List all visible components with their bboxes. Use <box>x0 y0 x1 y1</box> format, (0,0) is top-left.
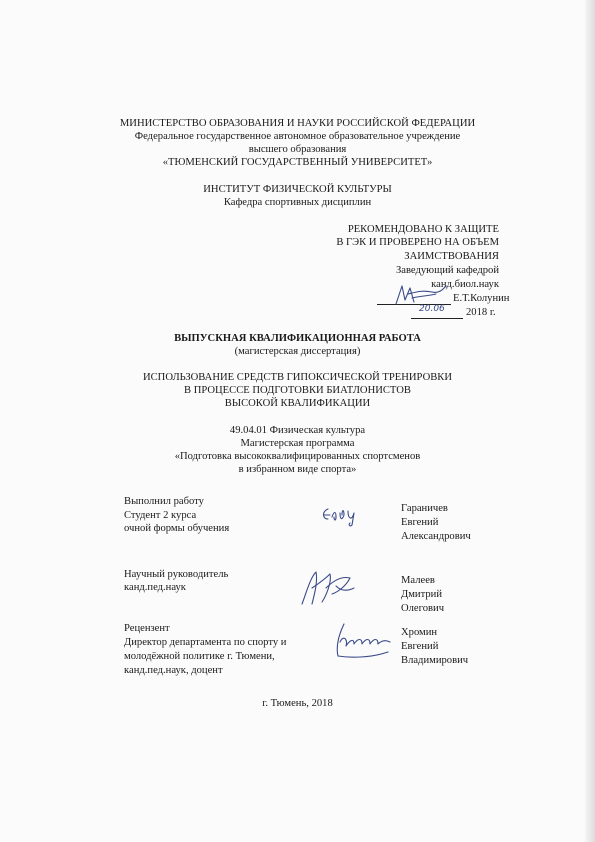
program-name-2: в избранном виде спорта» <box>238 464 357 475</box>
reviewer-signature <box>330 618 394 662</box>
department-name: Кафедра спортивных дисциплин <box>223 197 372 208</box>
approval-line-1: РЕКОМЕНДОВАНО К ЗАЩИТЕ <box>347 224 499 235</box>
work-title-line-2: В ПРОЦЕССЕ ПОДГОТОВКИ БИАТЛОНИСТОВ <box>184 385 411 396</box>
work-subtype: (магистерская диссертация) <box>234 346 361 357</box>
reviewer-name-1: Хромин <box>401 627 438 638</box>
approval-date-handwritten: 20.06 <box>419 304 445 314</box>
reviewer-name-2: Евгений <box>401 641 439 652</box>
supervisor-label-2: канд.пед.наук <box>124 582 186 593</box>
author-name-2: Евгений <box>401 517 439 528</box>
program-label: Магистерская программа <box>240 438 355 449</box>
supervisor-name-3: Олегович <box>401 603 445 614</box>
approval-line-3: ЗАИМСТВОВАНИЯ <box>404 251 499 262</box>
specialty-code: 49.04.01 Физическая культура <box>229 425 366 436</box>
approval-line-2: В ГЭК И ПРОВЕРЕНО НА ОБЪЕМ <box>336 237 499 248</box>
ministry-line: МИНИСТЕРСТВО ОБРАЗОВАНИЯ И НАУКИ РОССИЙСКОЙ ФЕДЕРАЦИИ <box>119 118 476 129</box>
reviewer-label-4: канд.пед.наук, доцент <box>124 665 223 676</box>
author-label-3: очной формы обучения <box>124 523 230 534</box>
reviewer-label-2: Директор департамента по спорту и <box>124 637 287 648</box>
author-name-3: Александрович <box>401 531 471 542</box>
institution-line-1: Федеральное государственное автономное образовательное учреждение <box>134 131 461 142</box>
author-label-2: Студент 2 курса <box>124 510 197 521</box>
university-name: «ТЮМЕНСКИЙ ГОСУДАРСТВЕННЫЙ УНИВЕРСИТЕТ» <box>162 157 433 168</box>
work-type: ВЫПУСКНАЯ КВАЛИФИКАЦИОННАЯ РАБОТА <box>174 333 421 344</box>
approval-name: Е.Т.Колунин <box>453 293 510 304</box>
city-year: г. Тюмень, 2018 <box>262 698 333 709</box>
institute-name: ИНСТИТУТ ФИЗИЧЕСКОЙ КУЛЬТУРЫ <box>203 184 392 195</box>
reviewer-label-3: молодёжной политике г. Тюмени, <box>124 651 275 662</box>
approval-degree: канд.биол.наук <box>431 279 499 290</box>
author-signature <box>318 505 368 527</box>
reviewer-label-1: Рецензент <box>124 623 170 634</box>
author-label-1: Выполнил работу <box>124 496 204 507</box>
supervisor-signature <box>296 566 358 610</box>
supervisor-label-1: Научный руководитель <box>124 569 229 580</box>
program-name-1: «Подготовка высококвалифицированных спортсменов <box>174 451 421 462</box>
author-name-1: Гараничев <box>401 503 448 514</box>
work-title-line-1: ИСПОЛЬЗОВАНИЕ СРЕДСТВ ГИПОКСИЧЕСКОЙ ТРЕНИРОВКИ <box>142 372 453 383</box>
supervisor-name-1: Малеев <box>401 575 435 586</box>
supervisor-name-2: Дмитрий <box>401 589 442 600</box>
reviewer-name-3: Владимирович <box>401 655 469 666</box>
work-title-line-3: ВЫСОКОЙ КВАЛИФИКАЦИИ <box>224 398 371 409</box>
approval-year: 2018 г. <box>466 307 496 318</box>
institution-line-2: высшего образования <box>248 144 347 155</box>
approval-role: Заведующий кафедрой <box>395 265 499 276</box>
